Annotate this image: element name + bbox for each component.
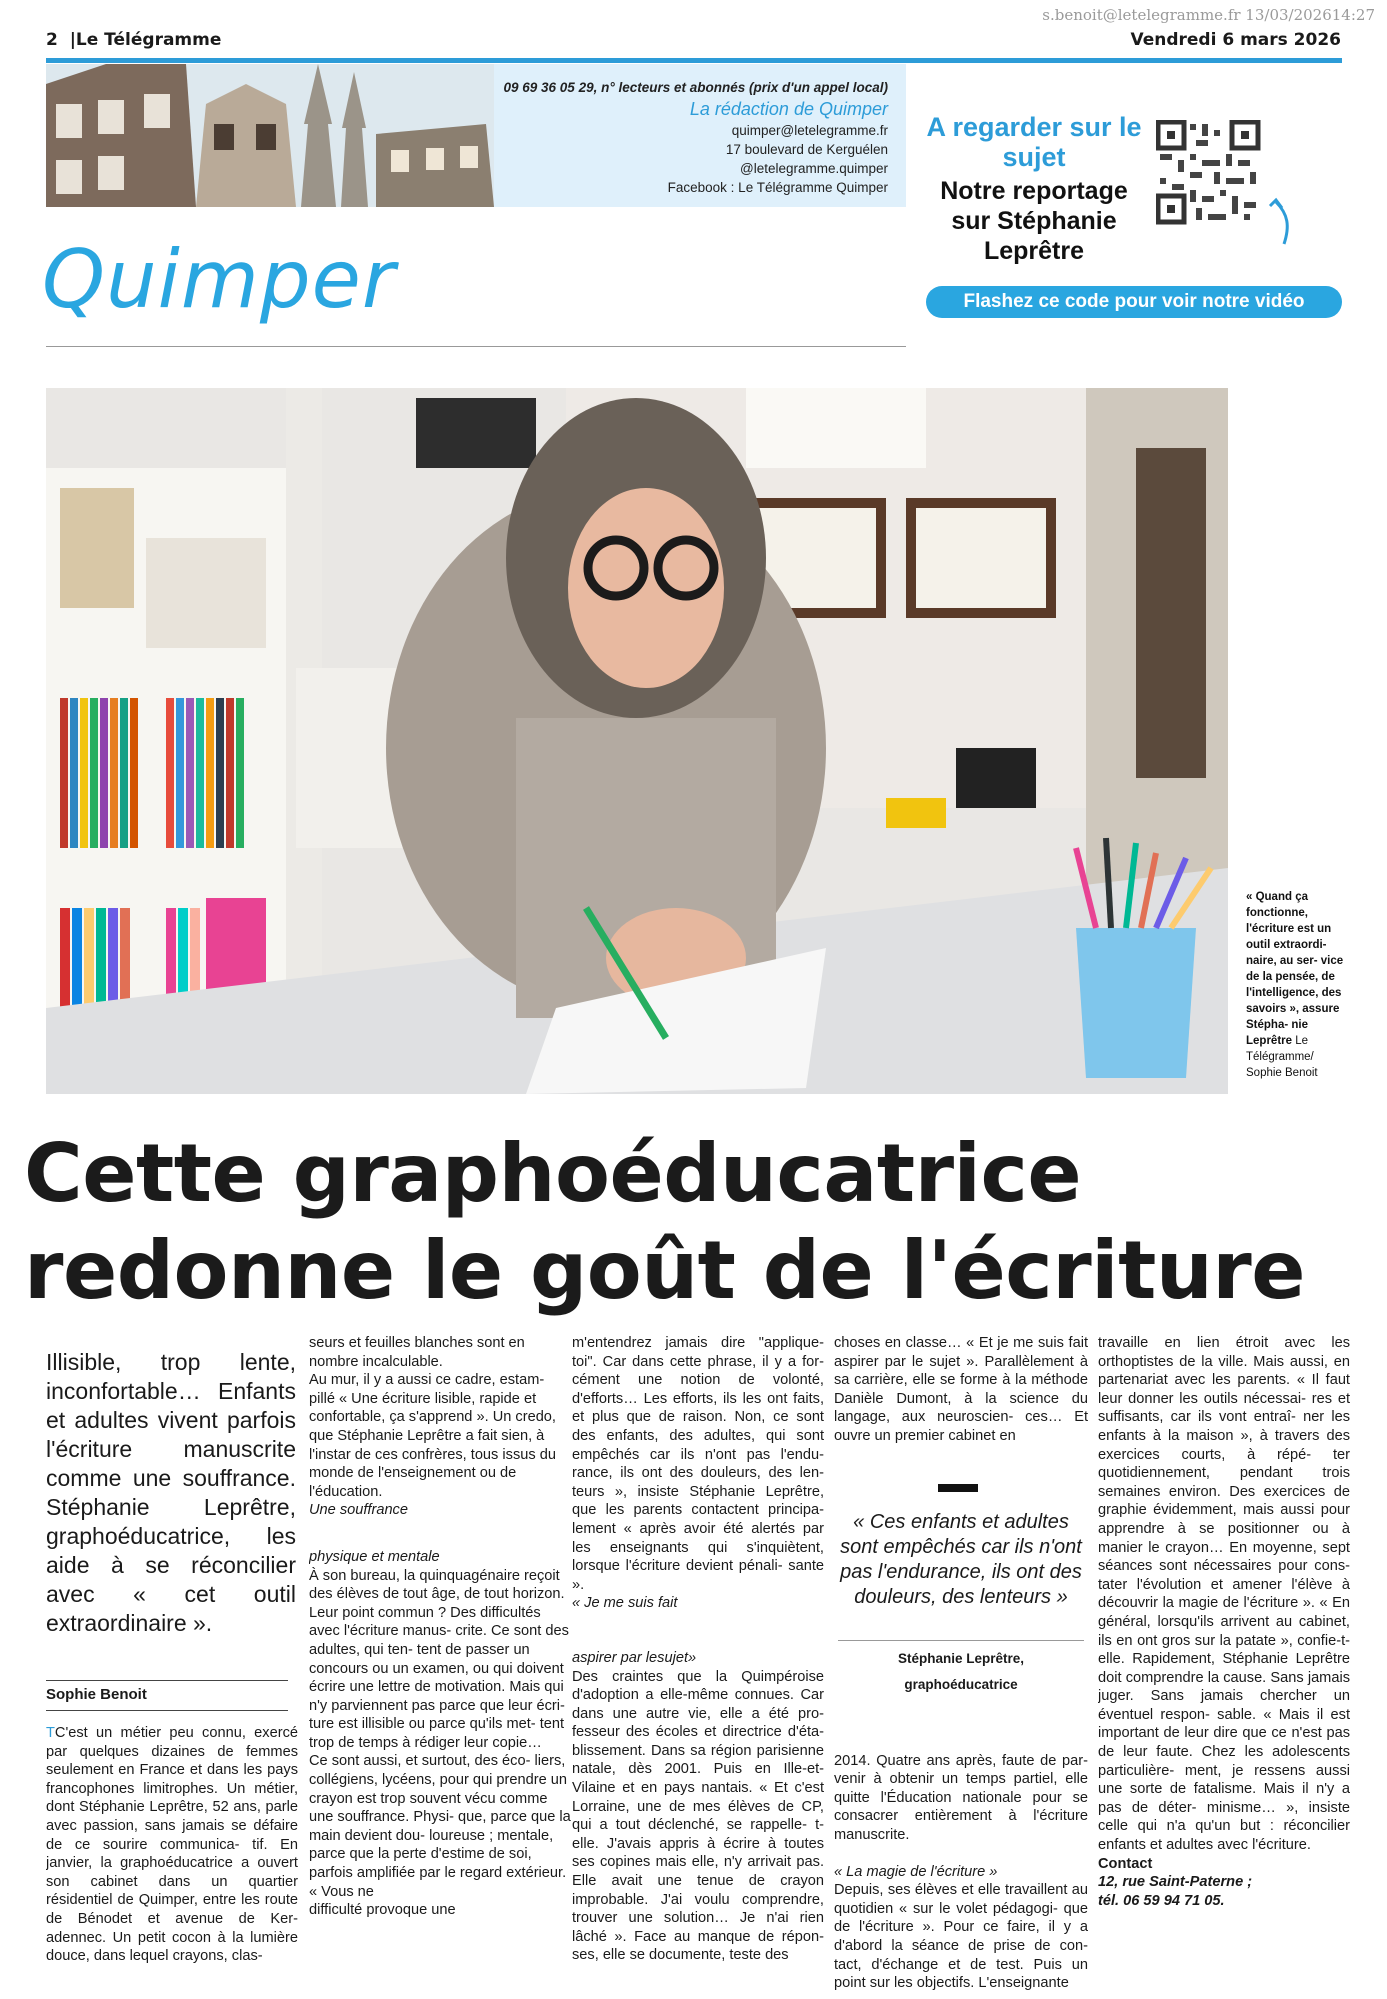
column-4-para-3: Depuis, ses élèves et elle travaillent au quotidien « sur le volet pédagogi- que de l'écriture ». Pour ce faire, il y a d'abord la séance de prise de con- tact, d'échange et de test. Puis un point sur les objectifs. L'enseignante	[834, 1882, 1088, 1992]
column-3-para-1: m'entendrez jamais dire "applique- toi". Car dans cette phrase, il y a for- cément une notion de volonté, d'efforts… Les efforts, ils les ont faits, et plus que de raison. Non, ce sont des enfants, des adultes, qui sont empêchés car ils n'ont pas l'endu- rance, ils ont des douleurs, des len- teurs », insiste Stéphanie Leprêtre, que les parents contactent principa- lement « après avoir été alertés par les enseignants qui s'inquiètent, lorsque l'écriture devient pénali- sante ».	[572, 1335, 824, 1593]
column-4-para-1: choses en classe… « Et je me suis fait aspirer par le sujet ». Parallèlement à sa carrière, elle se forme à la méthode Danièle Dumont, à la science du langage, aux neuroscien- ces… Et ouvre un premier cabinet en	[834, 1335, 1088, 1444]
promo-subheading: Notre reportage sur Stéphanie Leprêtre	[940, 177, 1128, 265]
city-photo	[46, 64, 494, 207]
page-header	[46, 30, 1341, 54]
headline-line-1: Cette graphoéducatrice	[24, 1127, 1082, 1220]
main-photo	[46, 388, 1228, 1094]
article-headline	[24, 1125, 1374, 1319]
drop-letter: T	[46, 1725, 55, 1741]
column-2-para-3: À son bureau, la quinquagénaire reçoit des élèves de tout âge, de tout horizon. Leur point commun ? Des difficultés avec l'écriture manus- crite. Ce sont des adultes, qui ten- tent de passer un concours ou un examen, ou qui doivent écrire une lettre de motivation. Mais qui n'y parviennent pas parce que leur écri- ture est illisible ou parce qu'ils met- tent trop de temps à rédiger leur copie…	[309, 1567, 569, 1751]
byline-rule-top	[46, 1680, 288, 1681]
caption-text: « Quand ça fonctionne, l'écriture est un outil extraordi- naire, au ser- vice de la pensée, de l'intelligence, des savoirs », assure Stépha- nie Leprêtre	[1246, 891, 1344, 1047]
qr-code[interactable]	[1156, 120, 1298, 250]
subhead-physique: physique et mentale	[309, 1548, 440, 1565]
city-title: Quimper	[42, 233, 396, 326]
page-number-publication	[46, 30, 221, 50]
pull-quote-author	[838, 1646, 1084, 1698]
page-number: 2	[46, 30, 58, 50]
column-5-para-1: travaille en lien étroit avec les orthoptistes de la ville. Mais aussi, en partenariat avec les parents. « Il faut leur donner les outils nécessai- res et suffisants, car ils vont entraî- ner les enfants à la maison », à travers des exercices courts, à répé- ter quotidiennement, pendant trois semaines environ. Des exercices de graphie évidemment, mais aussi pour apprendre à se positionner ou à manier le crayon… En moyenne, sept séances sont nécessaires pour cons- tater l'évolution et amener l'élève à découvrir la magie de l'écriture ». « En général, lorsqu'ils arrivent au cabinet, ils en ont gros sur la patate », confie-t-elle. Rapidement, Stéphanie Leprêtre doit comprendre la cause. Sans jamais juger. Sans jamais chercher un éventuel respon- sable. « Mais il est important de leur dire que ce n'est pas de leur faute. Chez les adolescents particulière- ment, je ressens aussi une sorte de fatalisme. Mais il n'y a pas de déter- minisme… », insiste celle qui n'a qu'un but : réconcilier enfants et adultes avec l'écriture.	[1098, 1335, 1350, 1854]
promo-heading: A regarder sur le sujet	[926, 112, 1142, 172]
pull-quote-rule	[838, 1640, 1084, 1641]
column-1-text: C'est un métier peu connu, exercé par quelques dizaines de femmes seulement en France et dans les pays francophones limitrophes. Un métier, dont Stéphanie Leprêtre, 52 ans, parle avec passion, sans jamais se défaire de ce sourire communica- tif. En janvier, la graphoéducatrice a ouvert son cabinet dans un quartier résidentiel de Quimper, entre les route de Bénodet et avenue de Ker- adennec. Un petit cocon à la lumière douce, dans lequel crayons, clas-	[46, 1725, 298, 1965]
column-2-para-1: seurs et feuilles blanches sont en nombre incalculable.	[309, 1335, 525, 1370]
article-column-5	[1098, 1334, 1350, 1994]
newsroom-title: La rédaction de Quimper	[689, 99, 888, 119]
pull-quote: « Ces enfants et adultes sont empêchés car ils n'ont pas l'endurance, ils ont des douleurs, des lenteurs »	[840, 1511, 1082, 1608]
photo-caption	[1246, 889, 1346, 1081]
contact-label: Contact	[1098, 1855, 1153, 1872]
subhead-aspirer-1: « Je me suis fait	[572, 1595, 678, 1612]
column-3-para-2: Des craintes que la Quimpéroise d'adoption a elle-même connues. Car dans une autre vie, elle a été pro- fesseur des écoles et directrice d'éta- blissement. Dans sa région parisienne natale, dès 2001. Puis en Ille-et-Vilaine et en pays nantais. « Et c'est Lorraine, une de mes élèves de CP, qui a tout déclenché, se rappelle- t-elle. J'avais appris à écrire à toutes ses copines mais elle, n'y arrivait pas. Elle avait une tenue de crayon improbable. J'ai voulu comprendre, trouver une solution… Je n'ai rien lâché ». Face au manque de répon- ses, elle se documente, teste des	[572, 1668, 824, 1964]
city-photo-illustration	[46, 64, 494, 207]
newsroom-contact-box	[494, 64, 906, 207]
portrait-photo-illustration	[46, 388, 1228, 1094]
newsroom-address: 17 boulevard de Kerguélen	[725, 142, 888, 157]
publication-name: |Le Télégramme	[69, 30, 222, 50]
newsroom-facebook: Facebook : Le Télégramme Quimper	[667, 180, 888, 195]
qr-code-icon	[1156, 120, 1298, 250]
column-2-para-4: Ce sont aussi, et surtout, des éco- liers, collégiens, lycéens, pour qui prendre un crayon est trop souvent vécu comme une souffrance. Physi- que, parce que la main devient dou- loureuse ; mentale, parce que la perte d'estime de soi, parfois amplifiée par le regard extérieur. « Vous ne	[309, 1753, 571, 1900]
header-rule	[46, 58, 1342, 63]
column-4-para-2: 2014. Quatre ans après, faute de par- venir à obtenir un temps partiel, elle quitte l'Éducation nationale pour se consacrer entièrement à l'écriture manuscrite.	[834, 1752, 1088, 1843]
quote-marker	[938, 1484, 978, 1492]
byline-rule-bottom	[46, 1710, 288, 1711]
caption-credit: Le Télégramme/ Sophie Benoit	[1246, 1035, 1318, 1079]
quote-author-name: Stéphanie Leprêtre,	[897, 1651, 1025, 1666]
column-2-overprint: difficulté provoque une	[309, 1902, 456, 1919]
subhead-aspirer-2: aspirer par lesujet»	[572, 1649, 697, 1666]
city-rule	[46, 346, 906, 347]
subhead-magie: « La magie de l'écriture »	[834, 1863, 998, 1880]
contact-address: 12, rue Saint-Paterne ;	[1098, 1874, 1253, 1891]
headline-line-2: redonne le goût de l'écriture	[24, 1224, 1306, 1317]
video-promo	[924, 112, 1144, 266]
video-cta-pill[interactable]: Flashez ce code pour voir notre vidéo	[926, 286, 1342, 318]
reader-phone: 09 69 36 05 29, n° lecteurs et abonnés (prix d'un appel local)	[503, 80, 888, 95]
newsroom-social: @letelegramme.quimper	[739, 161, 888, 176]
article-column-1	[46, 1724, 298, 1994]
issue-date: Vendredi 6 mars 2026	[1130, 30, 1341, 50]
subhead-souffrance: Une souffrance	[309, 1502, 408, 1519]
article-column-3	[572, 1334, 824, 1994]
article-lead: Illisible, trop lente, inconfortable… Enfants et adultes vivent parfois l'écriture manuscrite comme une souffrance. Stéphanie Leprêtre, graphoéducatrice, les aide à se réconcilier avec « cet outil extraordinaire ».	[46, 1349, 296, 1636]
print-stamp: s.benoit@letelegramme.fr 13/03/202614:27	[1042, 6, 1375, 24]
newsroom-email: quimper@letelegramme.fr	[731, 123, 888, 138]
article-byline: Sophie Benoit	[46, 1686, 147, 1703]
quote-author-role: graphoéducatrice	[904, 1677, 1018, 1692]
contact-phone: tél. 06 59 94 71 05.	[1098, 1892, 1225, 1909]
column-2-para-2: Au mur, il y a aussi ce cadre, estam- pillé « Une écriture lisible, rapide et confortable, ça s'apprend ». Un credo, que Stéphanie Leprêtre a fait sien, à l'instar de ces confrères, tous issus du monde de l'enseignement ou de l'éducation.	[309, 1372, 556, 1500]
article-column-2	[309, 1334, 571, 1994]
